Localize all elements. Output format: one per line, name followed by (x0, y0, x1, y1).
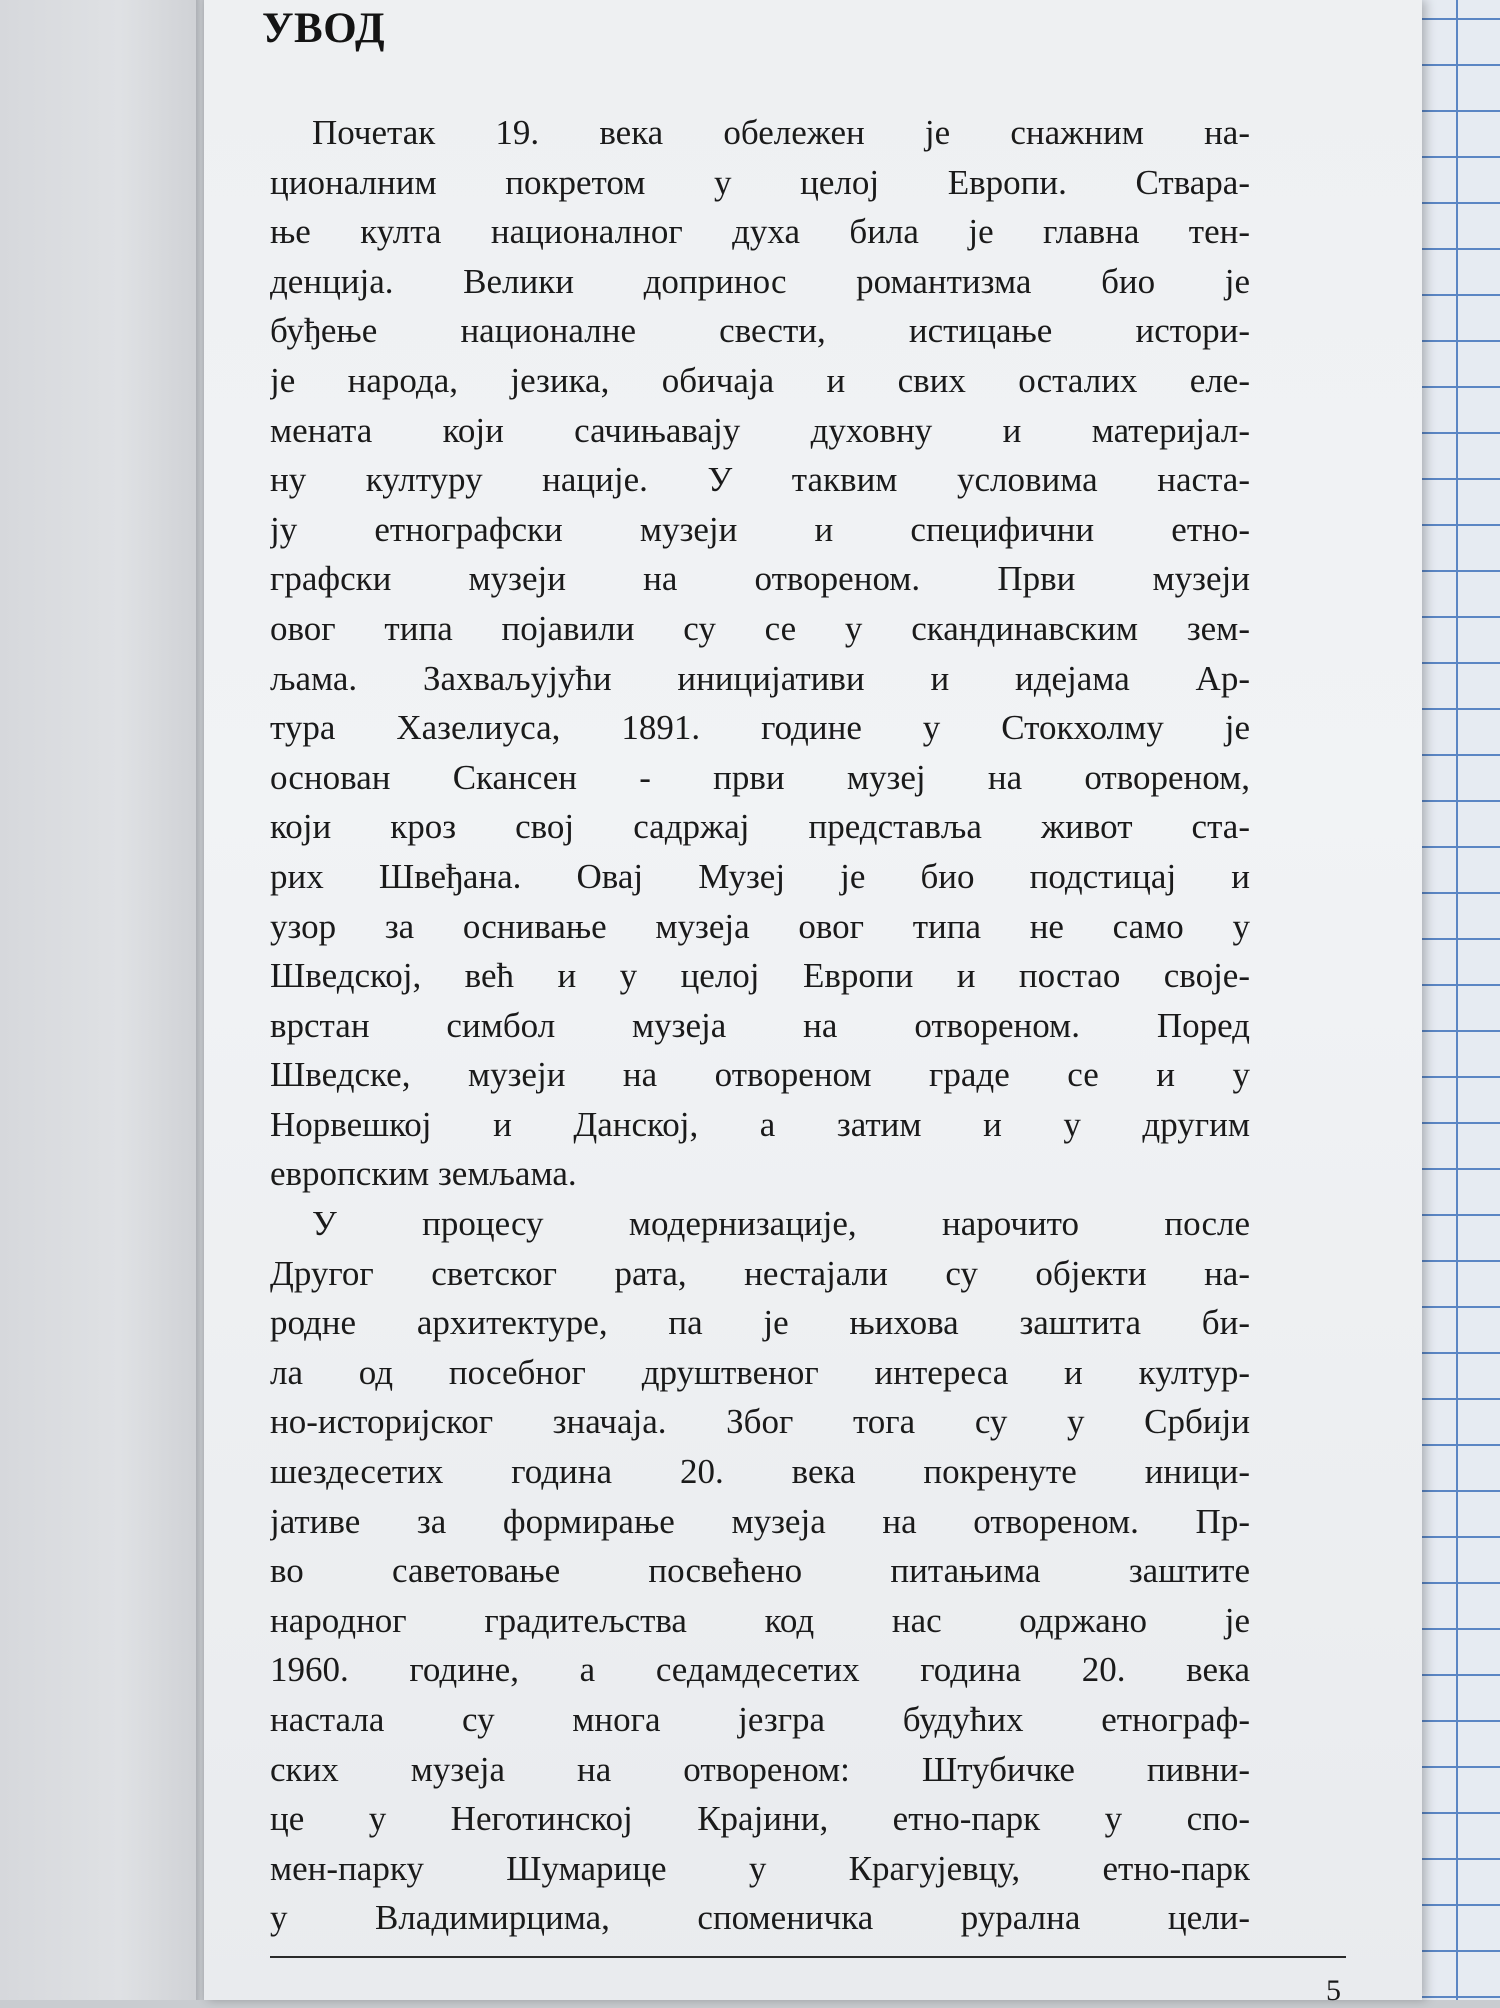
text-line: Шведске, музеји на отвореном граде се и у (270, 1055, 1250, 1095)
text-line: мената који сачињавају духовну и материјал- (270, 410, 1250, 450)
text-line: шездесетих година 20. века покренуте иници- (270, 1452, 1250, 1492)
left-facing-page (0, 0, 200, 2000)
text-line: графски музеји на отвореном. Први музеји (270, 559, 1250, 599)
text-line: ла од посебног друштвеног интереса и култур- (270, 1352, 1250, 1392)
text-line: це у Неготинској Крајини, етно-парк у спо- (270, 1799, 1250, 1839)
text-line: мен-парку Шумарице у Крагујевцу, етно-парк (270, 1848, 1250, 1888)
text-line: Почетак 19. века обележен је снажним на- (312, 113, 1250, 152)
book-page (204, 0, 1422, 2007)
text-line: основан Скансен - први музеј на отвореном, (270, 757, 1250, 797)
text-line: врстан симбол музеја на отвореном. Поред (270, 1005, 1250, 1045)
text-line: који кроз свој садржај представља живот ста- (270, 807, 1250, 847)
text-line: У процесу модернизације, нарочито после (312, 1204, 1250, 1244)
text-line: настала су многа језгра будућих етнограф- (270, 1700, 1250, 1739)
text-line: Другог светског рата, нестајали су објекти на- (270, 1253, 1250, 1293)
text-line: Шведској, већ и у целој Европи и постао своје- (270, 956, 1250, 996)
text-line: Норвешкој и Данској, а затим и у другим (270, 1104, 1250, 1144)
text-line: денција. Велики допринос романтизма био је (270, 261, 1250, 301)
text-line: 1960. године, а седамдесетих година 20. века (270, 1650, 1250, 1690)
footer-rule (270, 1956, 1346, 1958)
text-line: ских музеја на отвореном: Штубичке пивни- (270, 1749, 1250, 1789)
text-line: овог типа појавили су се у скандинавским зем- (270, 608, 1250, 648)
text-line: европским земљама. (270, 1154, 577, 1194)
text-line: у Владимирцима, споменичка рурална цели- (270, 1898, 1250, 1938)
text-line: ње култа националног духа била је главна тен- (270, 212, 1250, 252)
text-line: узор за оснивање музеја овог типа не само у (270, 906, 1250, 946)
body-text (270, 108, 1250, 1943)
text-line: рих Швеђана. Овај Музеј је био подстицај и (270, 856, 1250, 896)
text-line: буђење националне свести, истицање истори- (270, 311, 1250, 351)
text-line: јативе за формирање музеја на отвореном. Пр- (270, 1501, 1250, 1541)
text-line: ју етнографски музеји и специфични етно- (270, 509, 1250, 549)
text-line: је народа, језика, обичаја и свих осталих еле- (270, 360, 1250, 400)
text-line: ну културу нације. У таквим условима наста- (270, 460, 1250, 500)
text-line: народног градитељства код нас одржано је (270, 1600, 1250, 1640)
page-number: 5 (1326, 1974, 1341, 2007)
text-line: родне архитектуре, па је њихова заштита би- (270, 1303, 1250, 1343)
text-line: во саветовање посвећено питањима заштите (270, 1551, 1250, 1591)
chapter-heading: УВОД (262, 5, 386, 52)
text-line: тура Хазелиуса, 1891. године у Стокхолму је (270, 708, 1250, 748)
text-line: љама. Захваљујући иницијативи и идејама Ар- (270, 658, 1250, 698)
text-line: но-историјског значаја. Због тога су у Србији (270, 1402, 1250, 1442)
text-line: ционалним покретом у целој Европи. Ствара- (270, 162, 1250, 202)
